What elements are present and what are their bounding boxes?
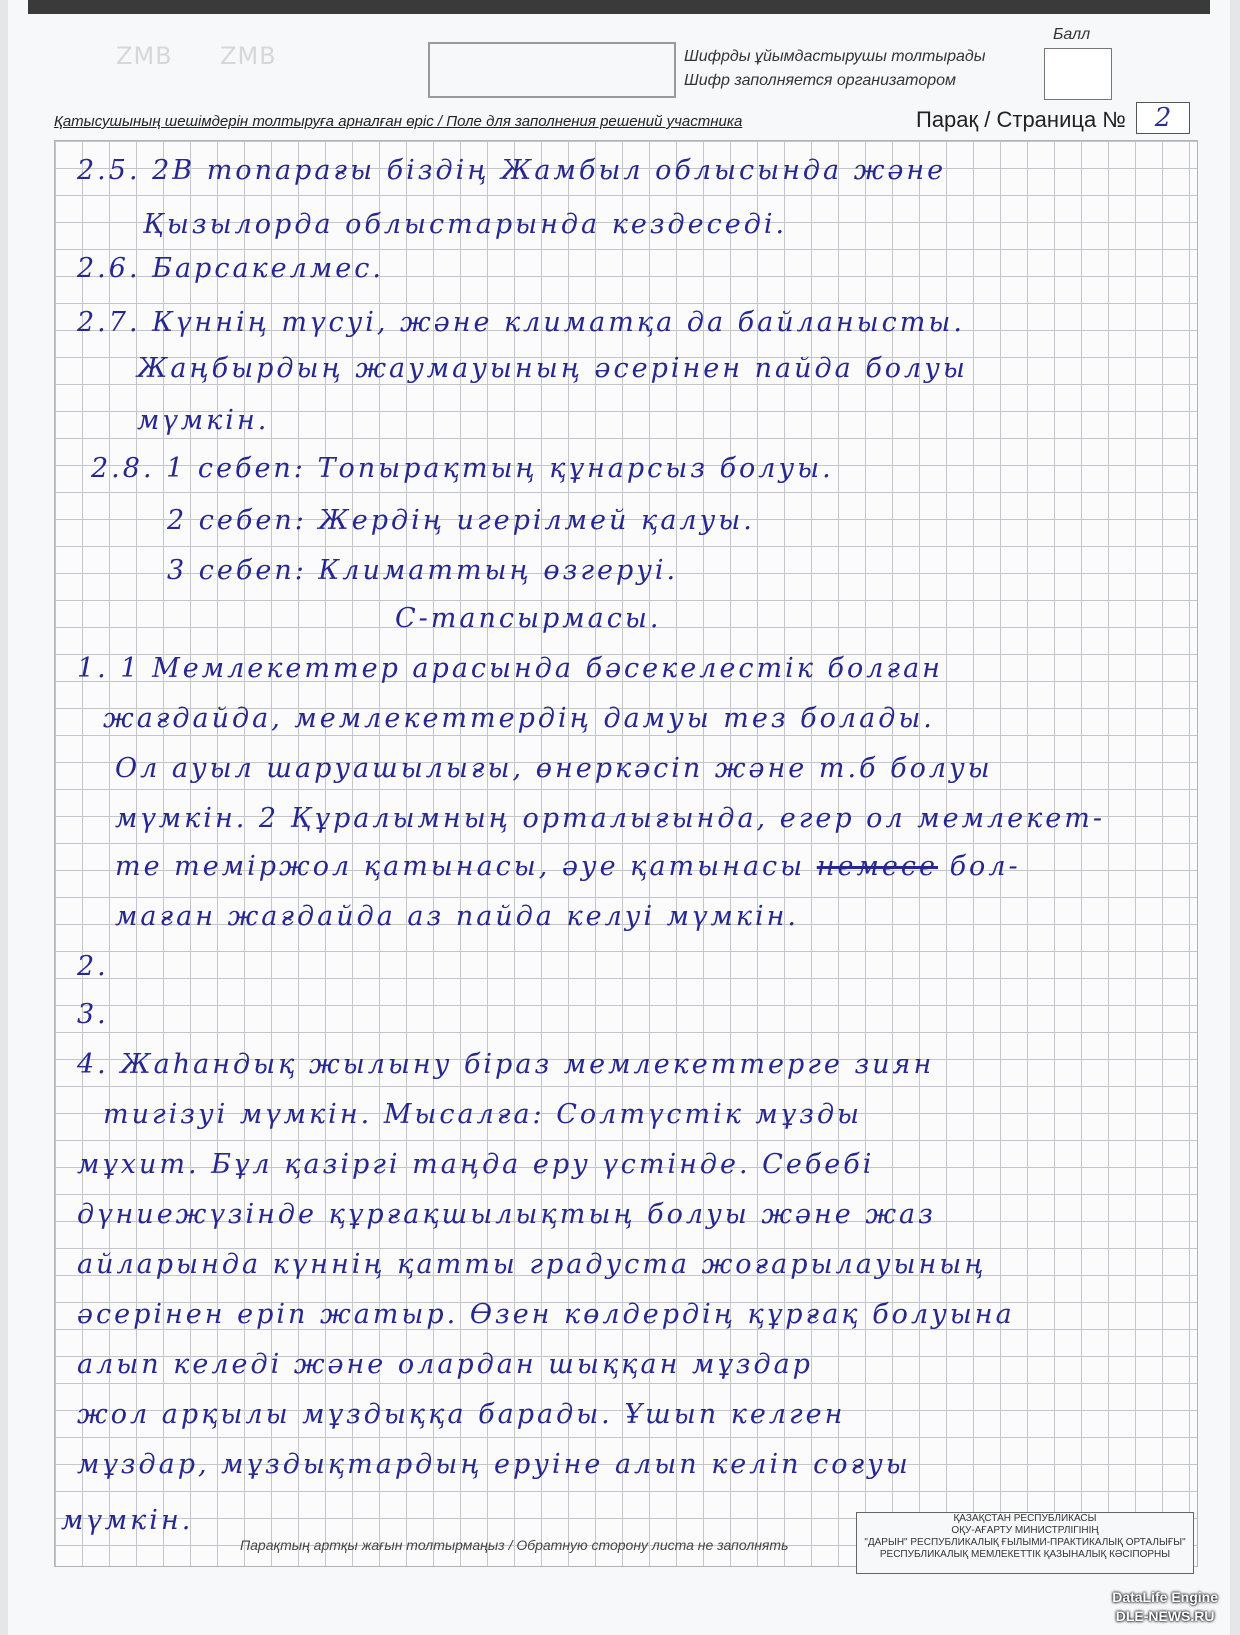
answer-line: 2.7. Күннің түсуі, және климатқа да байланысты. — [77, 307, 965, 338]
answer-line: 3 себеп: Климаттың өзгеруі. — [167, 555, 679, 586]
answer-line: мұхит. Бұл қазіргі таңда еру үстінде. Себебі — [77, 1149, 875, 1180]
code-box — [428, 42, 676, 98]
page-number: 2 — [1154, 103, 1172, 133]
page-number-box — [1136, 102, 1190, 134]
answer-line: әсерінен еріп жатыр. Өзен көлдердің құрғақ болуына — [77, 1299, 1015, 1330]
answer-line: Жаңбырдың жаумауының әсерінен пайда болуы — [137, 353, 968, 384]
answer-line: маған жағдайда аз пайда келуі мүмкін. — [115, 901, 799, 932]
answer-line: жол арқылы мұздыққа барады. Ұшып келген — [77, 1399, 846, 1430]
answer-line: Ол ауыл шаруашылығы, өнеркәсіп және т.б болуы — [115, 753, 993, 784]
answer-line: мүмкін. — [137, 405, 270, 436]
answer-line: 2.6. Барсакелмес. — [77, 253, 384, 284]
answer-line: мүмкін. 2 Құралымның орталығында, егер ол мемлекет- — [115, 803, 1105, 834]
answer-line: 2.5. 2В топарағы біздің Жамбыл облысында және — [77, 155, 947, 186]
continuation-word: бол- — [949, 851, 1021, 882]
struck-word: немесе — [816, 851, 938, 882]
answer-line: 4. Жаһандық жылыну біраз мемлекеттерге зиян — [77, 1049, 935, 1080]
answer-line: 2. — [77, 951, 109, 982]
answer-grid — [54, 140, 1198, 1567]
sheet-top-edge — [28, 0, 1210, 14]
answer-line: тигізуі мүмкін. Мысалға: Солтүстік мұзды — [103, 1099, 863, 1130]
answer-line: айларында күннің қатты градуста жоғарылауының — [77, 1249, 987, 1280]
answer-line: алып келеді және олардан шыққан мұздар — [77, 1349, 813, 1380]
stamp-line: РЕСПУБЛИКАЛЫҚ МЕМЛЕКЕТТІК ҚАЗЫНАЛЫҚ КӘСІПОРНЫ — [879, 1549, 1171, 1560]
answer-line: мұздар, мұздықтардың еруіне алып келіп соғуы — [77, 1449, 911, 1480]
section-heading: С-тапсырмасы. — [395, 603, 662, 634]
answer-line — [115, 849, 1021, 885]
stamp-line: ОҚУ-АҒАРТУ МИНИСТРЛІГІНІҢ — [951, 1525, 1099, 1536]
score-label: Балл — [1053, 26, 1091, 43]
field-caption: Қатысушының шешімдерін толтыруға арналған өріс / Поле для заполнения решений участника — [54, 113, 743, 130]
answer-line: 2 себеп: Жердің игерілмей қалуы. — [167, 505, 755, 536]
site-watermark-line2: DLE-NEWS.RU — [1115, 1608, 1215, 1624]
page-label: Парақ / Страница № — [916, 107, 1126, 132]
code-note-ru: Шифр заполняется организатором — [684, 72, 956, 89]
answer-line: 3. — [77, 999, 109, 1030]
site-watermark-line1: DataLife Engine — [1112, 1589, 1218, 1605]
answer-line: 2.8. 1 себеп: Топырақтың құнарсыз болуы. — [91, 453, 834, 484]
footer-note: Парақтың артқы жағын толтырмаңыз / Обратную сторону листа не заполнять — [240, 1537, 789, 1553]
score-box — [1044, 48, 1112, 100]
answer-line: 1. 1 Мемлекеттер арасында бәсекелестік болған — [77, 653, 943, 684]
answer-line: Қызылорда облыстарында кездеседі. — [143, 209, 788, 240]
stamp-line: ҚАЗАҚСТАН РЕСПУБЛИКАСЫ — [953, 1513, 1097, 1524]
logo-watermark-left: ZMB — [116, 42, 173, 70]
site-watermark — [1112, 1588, 1218, 1626]
logo-watermark-right: ZMB — [220, 42, 277, 70]
organizer-stamp — [856, 1512, 1194, 1574]
answer-line-text: те теміржол қатынасы, әуе қатынасы — [115, 851, 806, 882]
answer-sheet — [8, 0, 1230, 1635]
answer-line: жағдайда, мемлекеттердің дамуы тез болады. — [103, 703, 935, 734]
answer-line: мүмкін. — [61, 1505, 194, 1536]
stamp-line: "ДАРЫН" РЕСПУБЛИКАЛЫҚ ҒЫЛЫМИ-ПРАКТИКАЛЫҚ ОРТАЛЫҒЫ" — [864, 1537, 1186, 1548]
answer-line: дүниежүзінде құрғақшылықтың болуы және жаз — [77, 1199, 936, 1230]
code-note-kz: Шифрды ұйымдастырушы толтырады — [684, 48, 986, 65]
